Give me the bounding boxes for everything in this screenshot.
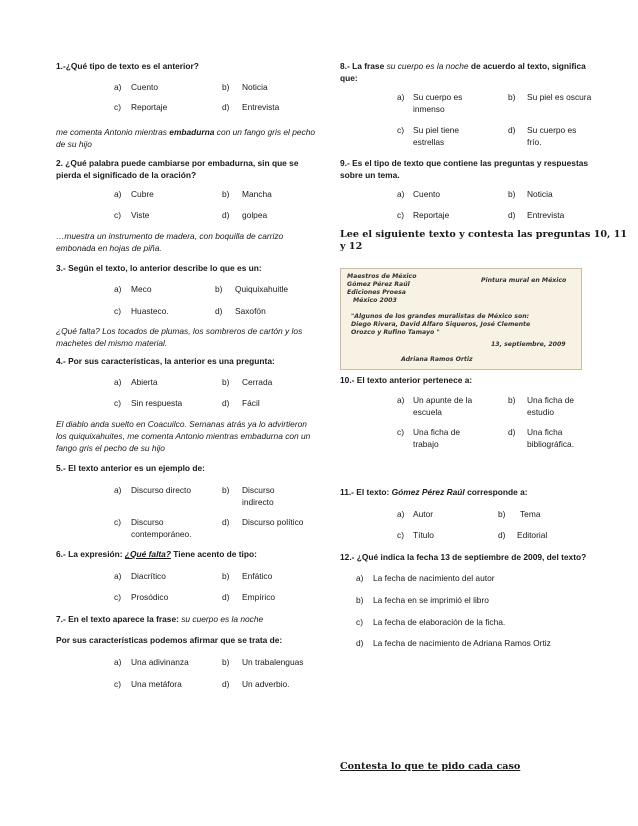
question-text: 11.- El texto:	[340, 487, 392, 497]
option-label: c)	[114, 210, 121, 220]
option-label: a)	[114, 82, 122, 92]
passage-3: ¿Qué falta? Los tocados de plumas, los sombreros de cartón y los	[56, 326, 303, 336]
option-text: indirecto	[242, 497, 274, 507]
question-5: 5.- El texto anterior es un ejemplo de:	[56, 463, 205, 473]
option-label: a)	[397, 92, 405, 102]
question-9-line2: sobre un tema.	[340, 170, 400, 180]
option-text: Cuento	[131, 82, 159, 92]
option-label: c)	[114, 102, 121, 112]
option-text: Cubre	[131, 189, 154, 199]
footer-instruction: Contesta lo que te pido cada caso	[340, 761, 521, 772]
instructions-line2: y 12	[340, 241, 363, 252]
option-label: c)	[114, 679, 121, 689]
option-text: trabajo	[413, 439, 439, 449]
reference-card-image	[340, 268, 582, 370]
card-author: Adriana Ramos Ortiz	[401, 356, 473, 363]
option-text: Sin respuesta	[131, 398, 183, 408]
option-text: golpea	[242, 210, 268, 220]
card-date: 13, septiembre, 2009	[491, 341, 566, 348]
question-7-line2: Por sus características podemos afirmar que se trata de:	[56, 635, 283, 645]
option-text: La fecha de elaboración de la ficha.	[373, 617, 506, 627]
option-label: b)	[222, 377, 230, 387]
question-text: Tiene acento de tipo:	[170, 549, 257, 559]
option-label: a)	[114, 571, 122, 581]
question-highlight: su cuerpo es la noche	[181, 614, 264, 624]
option-text: Entrevista	[527, 210, 565, 220]
passage-4-line3: fango gris el pecho de su hijo	[56, 443, 165, 453]
option-label: c)	[356, 617, 363, 627]
option-label: c)	[114, 592, 121, 602]
option-text: Viste	[131, 210, 150, 220]
option-label: b)	[222, 571, 230, 581]
card-text: Ediciones Proesa	[347, 289, 406, 296]
option-text: Cuento	[413, 189, 441, 199]
option-label: b)	[508, 92, 516, 102]
option-text: Autor	[413, 509, 434, 519]
option-text: estrellas	[413, 137, 445, 147]
question-11	[340, 487, 528, 498]
option-label: c)	[397, 530, 404, 540]
option-text: Abierta	[131, 377, 158, 387]
option-text: Discurso directo	[131, 485, 192, 495]
option-label: c)	[397, 427, 404, 437]
passage-2-line2: embonada en hojas de piña.	[56, 243, 162, 253]
question-8	[340, 61, 586, 72]
option-text: Meco	[131, 284, 152, 294]
option-text: Fácil	[242, 398, 260, 408]
option-text: La fecha en se imprimió el libro	[373, 595, 489, 605]
option-text: Noticia	[242, 82, 268, 92]
question-12: 12.- ¿Qué indica la fecha 13 de septiembre de 2009, del texto?	[340, 552, 587, 562]
question-9: 9.- Es el tipo de texto que contiene las preguntas y respuestas	[340, 158, 589, 168]
option-label: d)	[215, 306, 223, 316]
option-label: d)	[508, 427, 516, 437]
option-label: a)	[397, 189, 405, 199]
option-label: b)	[222, 82, 230, 92]
option-text: Su piel tiene	[413, 125, 460, 135]
option-text: Diacrítico	[131, 571, 166, 581]
option-text: inmenso	[413, 104, 445, 114]
option-label: b)	[356, 595, 364, 605]
option-label: b)	[508, 189, 516, 199]
option-label: a)	[114, 284, 122, 294]
option-text: Saxofón	[235, 306, 266, 316]
passage-4-line2: los quiquixahuites, me comenta Antonio mientras embadurna con un	[56, 431, 311, 441]
question-highlight: su cuerpo es la noche	[386, 61, 469, 71]
passage-text: con un fango gris el pecho	[214, 127, 316, 137]
option-text: Cerrada	[242, 377, 273, 387]
question-10: 10.- El texto anterior pertenece a:	[340, 375, 473, 385]
option-text: contemporáneo.	[131, 529, 192, 539]
option-text: Mancha	[242, 189, 272, 199]
option-text: Reportaje	[131, 102, 168, 112]
card-quote: "Algunos de los grandes muralistas de México son:	[351, 313, 530, 320]
option-text: Enfático	[242, 571, 273, 581]
question-2: 2. ¿Qué palabra puede cambiarse por embadurna, sin que se	[56, 158, 299, 168]
option-label: d)	[508, 210, 516, 220]
option-text: Noticia	[527, 189, 553, 199]
option-label: a)	[114, 657, 122, 667]
option-label: a)	[114, 377, 122, 387]
option-label: c)	[114, 517, 121, 527]
option-label: d)	[222, 210, 230, 220]
option-text: Un trabalenguas	[242, 657, 304, 667]
option-label: d)	[222, 398, 230, 408]
option-label: b)	[215, 284, 223, 294]
option-text: Su cuerpo es	[527, 125, 577, 135]
card-quote: Orozco y Rufino Tamayo "	[351, 329, 440, 336]
option-label: a)	[114, 189, 122, 199]
option-text: Empírico	[242, 592, 276, 602]
option-label: d)	[222, 517, 230, 527]
passage-highlight: embadurna	[169, 127, 215, 137]
option-label: a)	[397, 509, 405, 519]
passage-3-line2: machetes del mismo material.	[56, 338, 168, 348]
option-label: b)	[222, 657, 230, 667]
option-text: Una adivinanza	[131, 657, 189, 667]
card-title: Pintura mural en México	[481, 277, 567, 284]
option-text: Quiquixahuitle	[235, 284, 289, 294]
option-text: escuela	[413, 407, 442, 417]
passage-1-line2: de su hijo	[56, 139, 92, 149]
option-text: Editorial	[517, 530, 548, 540]
option-text: Discurso político	[242, 517, 304, 527]
option-text: Un adverbio.	[242, 679, 290, 689]
option-text: Título	[413, 530, 434, 540]
card-text: Maestros de México	[347, 273, 417, 280]
question-6	[56, 549, 257, 560]
option-text: Su cuerpo es	[413, 92, 463, 102]
question-3: 3.- Según el texto, lo anterior describe lo que es un:	[56, 263, 262, 273]
option-label: d)	[498, 530, 506, 540]
card-quote: Diego Rivera, David Alfaro Siqueros, José Clemente	[351, 321, 531, 328]
option-label: d)	[222, 679, 230, 689]
option-text: Reportaje	[413, 210, 450, 220]
option-text: Entrevista	[242, 102, 280, 112]
passage-text: me comenta Antonio mientras	[56, 127, 170, 137]
option-text: Una ficha de	[527, 395, 575, 405]
card-text: Gómez Pérez Raúl	[347, 281, 410, 288]
option-text: frío.	[527, 137, 542, 147]
option-label: c)	[397, 125, 404, 135]
option-text: Huasteco.	[131, 306, 169, 316]
instructions: Lee el siguiente texto y contesta las preguntas 10, 11	[340, 229, 628, 240]
passage-4: El diablo anda suelto en Coacuilco. Semanas atrás ya lo advirtieron	[56, 419, 307, 429]
option-label: a)	[397, 395, 405, 405]
option-text: Una metáfora	[131, 679, 182, 689]
option-label: d)	[508, 125, 516, 135]
question-8-line2: que:	[340, 73, 358, 83]
card-text: México 2003	[353, 297, 397, 304]
option-label: d)	[222, 102, 230, 112]
passage-1	[56, 127, 315, 138]
option-label: b)	[498, 509, 506, 519]
option-text: estudio	[527, 407, 555, 417]
option-text: Un apunte de la	[413, 395, 473, 405]
option-label: a)	[356, 573, 364, 583]
option-label: b)	[508, 395, 516, 405]
option-label: c)	[114, 398, 121, 408]
question-2-line2: pierda el significado de la oración?	[56, 170, 197, 180]
question-7	[56, 614, 263, 625]
option-text: La fecha de nacimiento del autor	[373, 573, 495, 583]
option-text: Tema	[520, 509, 541, 519]
question-4: 4.- Por sus características, la anterior es una pregunta:	[56, 356, 275, 366]
option-text: Discurso	[242, 485, 275, 495]
question-1: 1.-¿Qué tipo de texto es el anterior?	[56, 61, 199, 71]
question-text: 7.- En el texto aparece la frase:	[56, 614, 182, 624]
question-highlight: ¿Qué falta?	[124, 549, 171, 559]
option-text: Una ficha	[527, 427, 563, 437]
option-label: b)	[222, 189, 230, 199]
option-text: La fecha de nacimiento de Adriana Ramos Ortiz	[373, 638, 551, 648]
passage-2: …muestra un instrumento de madera, con boquilla de carrizo	[56, 231, 284, 241]
option-label: c)	[114, 306, 121, 316]
option-label: a)	[114, 485, 122, 495]
option-text: Su piel es oscura	[527, 92, 592, 102]
question-text: corresponde a:	[464, 487, 528, 497]
option-text: bibliográfica.	[527, 439, 575, 449]
option-label: b)	[222, 485, 230, 495]
question-text: 8.- La frase	[340, 61, 387, 71]
question-highlight: Gómez Pérez Raúl	[391, 487, 465, 497]
option-text: Una ficha de	[413, 427, 461, 437]
question-text: 6.- La expresión:	[56, 549, 125, 559]
question-text: de acuerdo al texto, significa	[468, 61, 586, 71]
option-label: c)	[397, 210, 404, 220]
option-label: d)	[222, 592, 230, 602]
option-text: Discurso	[131, 517, 164, 527]
option-text: Prosódico	[131, 592, 169, 602]
option-label: d)	[356, 638, 364, 648]
